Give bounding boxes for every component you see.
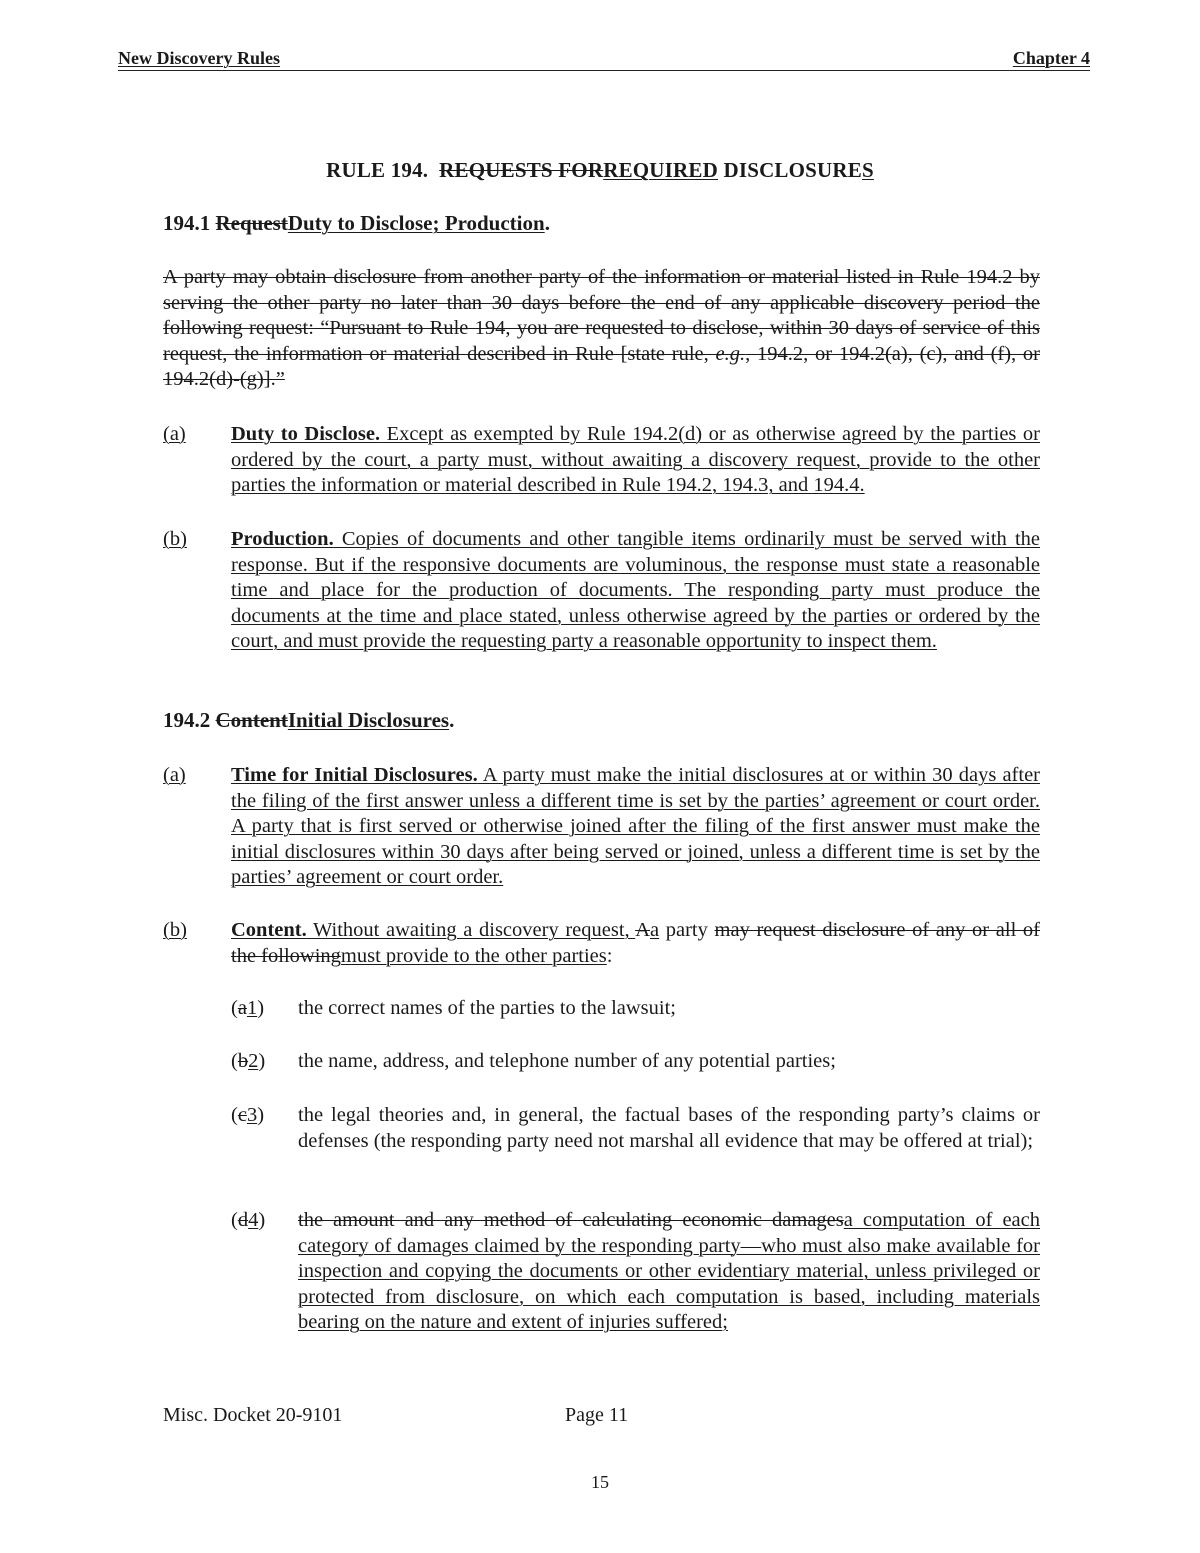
rule-title-inserted: REQUIRED <box>603 158 718 182</box>
list-item <box>231 1208 1040 1336</box>
list-item-text <box>298 1208 1040 1336</box>
subsection-194-2-b <box>163 918 1040 969</box>
list-item-text: the legal theories and, in general, the factual bases of the responding party’s claims or defenses (the responding party need not marshal all evidence that may be offered at trial); <box>298 1104 1040 1152</box>
section-heading-194-2 <box>163 708 454 733</box>
section-heading-period: . <box>544 211 550 235</box>
subsection-label: (b) <box>163 528 187 550</box>
deleted-text-eg: e.g. <box>715 342 746 365</box>
subsection-body <box>231 527 1040 655</box>
deleted-text: may request disclosure of any or all of the following <box>231 919 1040 967</box>
subsection-label: (a) <box>163 423 186 445</box>
deleted-text: the amount and any method of calculating economic damages <box>298 1209 844 1231</box>
rule-title <box>0 158 1200 183</box>
rule-title-deleted: REQUESTS FOR <box>439 158 604 182</box>
subsection-heading: Duty to Disclose. <box>231 423 381 445</box>
subsection-body <box>231 763 1040 891</box>
subsection-heading: Content. <box>231 919 307 941</box>
subsection-194-2-a <box>163 763 1040 891</box>
deleted-text-part1: A party may obtain disclosure from another party of the information or material listed in Rule 194.2 by serving the other party no later than 30 days before the end of any applicable discovery period the following request: “Pursuant to Rule 194, you are requested to disclose, within 30 days of service of this request, the information or material described in Rule [state rule, <box>163 266 1040 365</box>
list-item-text: the name, address, and telephone number of any potential parties; <box>298 1050 836 1072</box>
end-punct: ; <box>722 1311 728 1333</box>
deleted-paragraph <box>163 265 1040 393</box>
section-number: 194.1 <box>163 211 211 235</box>
subsection-text: Copies of documents and other tangible items ordinarily must be served with the response. But if the responsive documents are voluminous, the response must state a reasonable time and place for the production of documents. The responding party must produce the documents at the time and place stated, unless otherwise agreed by the parties or ordered by the court, and must provide the requesting party a reasonable opportunity to inspect them. <box>231 528 1040 652</box>
subsection-label: (b) <box>163 919 187 941</box>
list-item-text: the correct names of the parties to the lawsuit; <box>298 997 676 1019</box>
list-item-label: (c3) <box>231 1104 265 1126</box>
list-item <box>231 1103 1040 1154</box>
page-number: 15 <box>591 1472 609 1492</box>
subsection-label: (a) <box>163 764 186 786</box>
inserted-letter: a <box>650 919 660 941</box>
section-heading-inserted: Duty to Disclose; Production <box>287 211 545 235</box>
section-heading-deleted: Content <box>215 708 288 732</box>
list-item-label: (a1) <box>231 997 265 1019</box>
section-heading-194-1 <box>163 211 550 236</box>
rule-title-rest: DISCLOSURE <box>718 158 862 182</box>
inserted-text: Without awaiting a discovery request, <box>306 919 636 941</box>
list-item-label: (b2) <box>231 1050 266 1072</box>
colon: : <box>606 944 613 967</box>
subsection-text: Except as exempted by Rule 194.2(d) or as otherwise agreed by the parties or ordered by the court, a party must, without awaiting a discovery request, provide to the other parties the information or material described in Rule 194.2, 194.3, and 194.4. <box>231 423 1040 496</box>
list-item <box>231 1049 1040 1075</box>
deleted-text-part2: , 194.2, or 194.2(a), (c), and (f), or 194.2(d)-(g)].” <box>163 342 1040 390</box>
subsection-body <box>231 918 1040 969</box>
inserted-text: must provide to the other parties <box>340 944 607 967</box>
rule-title-inserted-suffix: S <box>862 158 874 182</box>
section-heading-inserted: Initial Disclosures <box>287 708 450 732</box>
deleted-letter: A <box>635 919 650 941</box>
subsection-194-1-b <box>163 527 1040 655</box>
plain-text: party <box>659 919 715 941</box>
section-heading-deleted: Request <box>215 211 288 235</box>
list-item <box>231 996 1040 1022</box>
header-chapter: Chapter 4 <box>1012 48 1090 68</box>
running-header <box>118 48 1090 71</box>
inserted-text: a computation of each category of damages claimed by the responding party—who must also make available for inspection and copying the documents or other evidentiary material, unless privileged or protected from disclosure, on which each computation is based, including materials bearing on the nature and extent of injuries suffered <box>298 1209 1040 1333</box>
subsection-heading: Time for Initial Disclosures. <box>231 764 478 786</box>
subsection-text: A party must make the initial disclosures at or within 30 days after the filing of the first answer unless a different time is set by the parties’ agreement or court order. A party that is first served or otherwise joined after the filing of the first answer must make the initial disclosures within 30 days after being served or joined, unless a different time is set by the parties’ agreement or court order. <box>231 764 1040 888</box>
list-item-label: (d4) <box>231 1209 266 1231</box>
section-number: 194.2 <box>163 708 211 732</box>
section-heading-period: . <box>449 708 455 732</box>
footer-page: Page 11 <box>565 1404 629 1426</box>
subsection-194-1-a <box>163 422 1040 499</box>
footer-docket: Misc. Docket 20-9101 <box>163 1404 343 1426</box>
subsection-heading: Production. <box>231 528 334 550</box>
subsection-body <box>231 422 1040 499</box>
rule-title-prefix: RULE 194. <box>326 158 429 182</box>
header-title: New Discovery Rules <box>118 48 280 68</box>
